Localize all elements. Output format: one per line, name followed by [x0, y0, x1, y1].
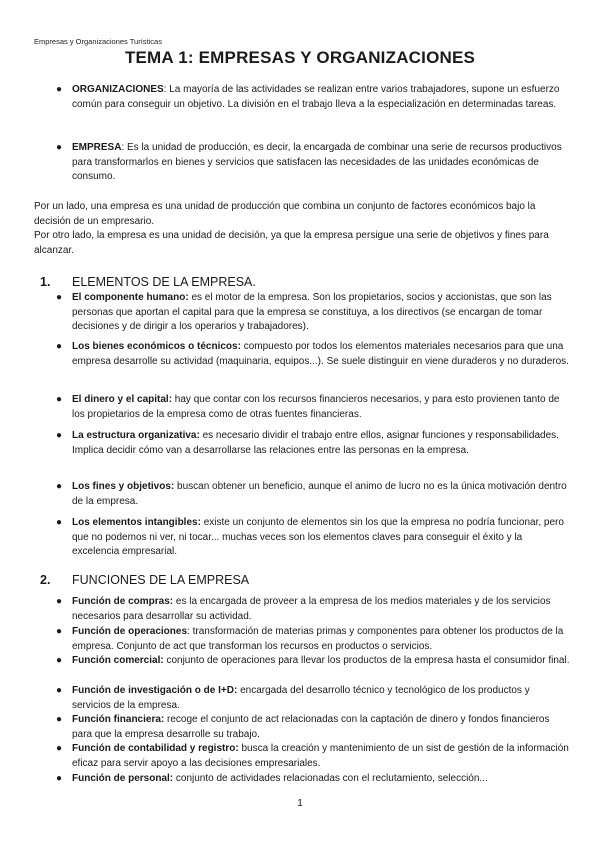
list-item: Función financiera: recoge el conjunto de act relacionadas con la captación de dinero y fondos financieros para que la empresa desarrolle su trabajo.	[72, 714, 550, 740]
bullet-icon: ●	[56, 773, 63, 784]
bullet-icon: ●	[56, 481, 63, 492]
list-item: Función de compras: es la encargada de proveer a la empresa de los medios materiales y de los servicios necesarios para desarrollar su actividad.	[72, 596, 551, 622]
bullet-icon: ●	[56, 714, 63, 725]
bullet-icon: ●	[56, 626, 63, 637]
list-item: Función de contabilidad y registro: busca la creación y mantenimiento de un sist de gestión de la información eficaz para servir apoyo a las decisiones empresariales.	[72, 743, 569, 769]
bullet-icon: ●	[56, 430, 63, 441]
list-item: El componente humano: es el motor de la empresa. Son los propietarios, socios y accionistas, que son las personas que aportan el capital para que la empresa se constituya, a los directivos (se encargan de tomar decisiones y de dirigir a los operarios y trabajadores).	[72, 292, 552, 332]
bullet-icon: ●	[56, 394, 63, 405]
list-item: Los bienes económicos o técnicos: compuesto por todos los elementos materiales necesarios para que una empresa desarrolle su actividad (maquinaria, equipos...). Se suele distinguir en viene duraderos y no duraderos.	[72, 341, 569, 367]
bullet-icon: ●	[56, 142, 63, 153]
running-header: Empresas y Organizaciones Turísticas	[34, 37, 162, 46]
bullet-icon: ●	[56, 596, 63, 607]
paragraph: Por un lado, una empresa es una unidad de producción que combina un conjunto de factores económicos bajo la decisión de un empresario.	[34, 201, 536, 227]
list-item: Función de operaciones: transformación de materias primas y componentes para obtener los productos de la empresa. Conjunto de act que transforman los recursos en productos o servicios.	[72, 626, 564, 652]
term: EMPRESA	[72, 142, 122, 153]
definition: Es la unidad de producción, es decir, la encargada de combinar una serie de recursos productivos para transformarlos en bienes y servicios que satisfacen las necesidades de las unidades económicas de consumo.	[72, 142, 562, 182]
bullet-icon: ●	[56, 743, 63, 754]
section-number: 1.	[40, 275, 51, 289]
intro-item-organizaciones: ORGANIZACIONES: La mayoría de las actividades se realizan entre varios trabajadores, supone un esfuerzo común para conseguir un objetivo. La división en el trabajo lleva a la especialización en determinadas tareas.	[72, 84, 560, 110]
intro-item-empresa: EMPRESA: Es la unidad de producción, es decir, la encargada de combinar una serie de recursos productivos para transformarlos en bienes y servicios que satisfacen las necesidades de las unidades económicas de consumo.	[72, 142, 562, 182]
list-item: Función comercial: conjunto de operaciones para llevar los productos de la empresa hasta el consumidor final.	[72, 655, 570, 666]
section-heading: FUNCIONES DE LA EMPRESA	[72, 573, 250, 587]
bullet-icon: ●	[56, 341, 63, 352]
section-heading: ELEMENTOS DE LA EMPRESA.	[72, 275, 256, 289]
bullet-icon: ●	[56, 84, 63, 95]
definition: La mayoría de las actividades se realizan entre varios trabajadores, supone un esfuerzo común para conseguir un objetivo. La división en el trabajo lleva a la especialización en determinadas tareas.	[72, 84, 560, 110]
bullet-icon: ●	[56, 292, 63, 303]
bullet-icon: ●	[56, 517, 63, 528]
term: ORGANIZACIONES	[72, 84, 164, 95]
section-number: 2.	[40, 573, 51, 587]
list-item: La estructura organizativa: es necesario dividir el trabajo entre ellos, asignar funciones y responsabilidades. Implica decidir cómo van a desarrollarse las relaciones entre las personas en la empresa.	[72, 430, 559, 456]
list-item: Función de investigación o de I+D: encargada del desarrollo técnico y tecnológico de los productos y servicios de la empresa.	[72, 685, 530, 711]
list-item: Función de personal: conjunto de actividades relacionadas con el reclutamiento, selección...	[72, 773, 488, 784]
bullet-icon: ●	[56, 655, 63, 666]
list-item: El dinero y el capital: hay que contar con los recursos financieros necesarios, y para esto provienen tanto de los propietarios de la empresa como de otras fuentes financieras.	[72, 394, 560, 420]
page-number: 1	[297, 798, 303, 809]
list-item: Los elementos intangibles: existe un conjunto de elementos sin los que la empresa no podría funcionar, pero que no podemos ni ver, ni tocar... muchas veces son los elementos claves para conseguir el éxito y la excelencia empresarial.	[72, 517, 564, 557]
paragraph: Por otro lado, la empresa es una unidad de decisión, ya que la empresa persigue una serie de objetivos y fines para alcanzar.	[34, 230, 549, 256]
list-item: Los fines y objetivos: buscan obtener un beneficio, aunque el animo de lucro no es la única motivación dentro de la empresa.	[72, 481, 567, 507]
bullet-icon: ●	[56, 685, 63, 696]
page-title: TEMA 1: EMPRESAS Y ORGANIZACIONES	[124, 48, 476, 67]
